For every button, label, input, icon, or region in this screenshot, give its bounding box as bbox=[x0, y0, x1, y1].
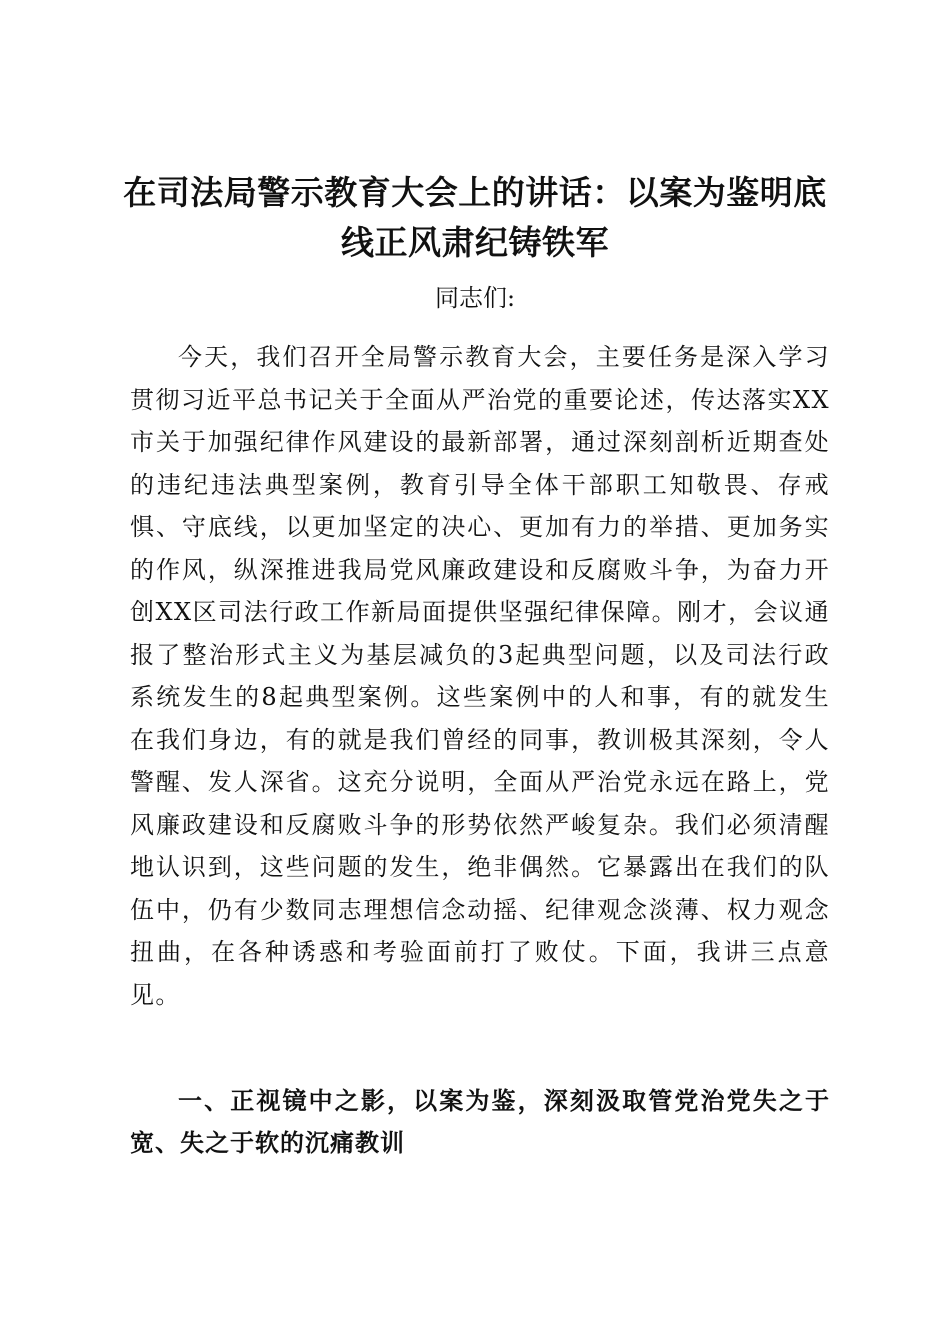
body-paragraph: 今天，我们召开全局警示教育大会，主要任务是深入学习贯彻习近平总书记关于全面从严治党的重要论述，传达落实XX市关于加强纪律作风建设的最新部署，通过深刻剖析近期查处的违纪违法典型案例，教育引导全体干部职工知敬畏、存戒惧、守底线，以更加坚定的决心、更加有力的举措、更加务实的作风，纵深推进我局党风廉政建设和反腐败斗争，为奋力开创XX区司法行政工作新局面提供坚强纪律保障。刚才，会议通报了整治形式主义为基层减负的3起典型问题，以及司法行政系统发生的8起典型案例。这些案例中的人和事，有的就发生在我们身边，有的就是我们曾经的同事，教训极其深刻，令人警醒、发人深省。这充分说明，全面从严治党永远在路上，党风廉政建设和反腐败斗争的形势依然严峻复杂。我们必须清醒地认识到，这些问题的发生，绝非偶然。它暴露出在我们的队伍中，仍有少数同志理想信念动摇、纪律观念淡薄、权力观念扭曲，在各种诱惑和考验面前打了败仗。下面，我讲三点意见。 bbox=[130, 343, 830, 1009]
document-title: 在司法局警示教育大会上的讲话：以案为鉴明底线正风肃纪铸铁军 bbox=[123, 173, 827, 262]
salutation: 同志们: bbox=[434, 284, 516, 312]
section-heading: 一、正视镜中之影，以案为鉴，深刻汲取管党治党失之于宽、失之于软的沉痛教训 bbox=[130, 1087, 830, 1157]
